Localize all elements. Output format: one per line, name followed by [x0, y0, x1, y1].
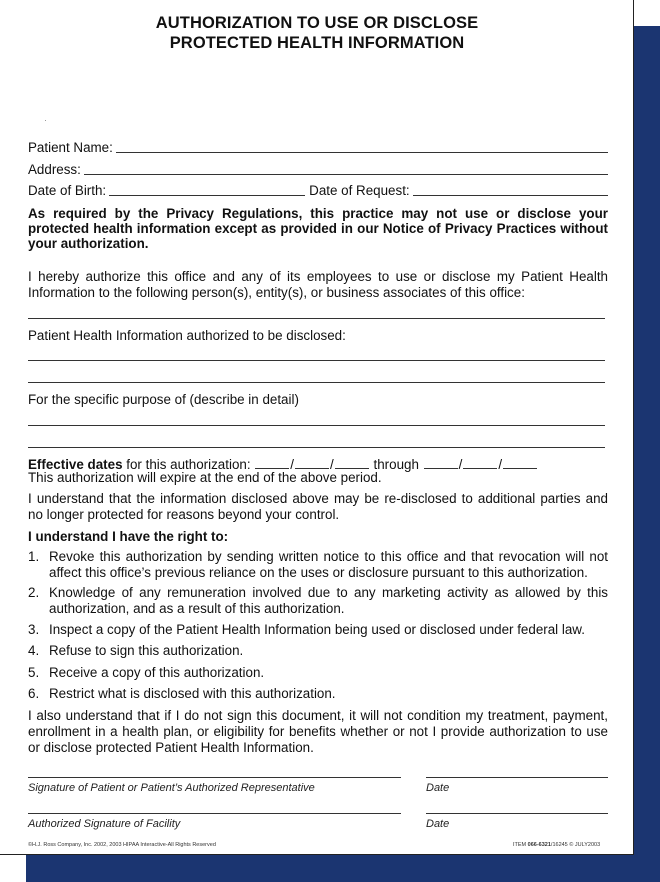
effective-dates-label: Effective dates: [28, 457, 123, 472]
patient-date-label: Date: [426, 782, 450, 794]
list-text: Inspect a copy of the Patient Health Information being used or disclosed under federal law.: [49, 622, 585, 637]
rights-list-item: [28, 549, 608, 581]
rights-list-item: [28, 643, 608, 659]
facility-signature-line[interactable]: [28, 813, 401, 814]
end-day-input[interactable]: [463, 467, 497, 469]
rights-list-item: [28, 585, 608, 617]
start-month-input[interactable]: [255, 467, 289, 469]
list-number: 2.: [28, 585, 40, 600]
phi-input-line-1[interactable]: [28, 360, 605, 361]
patient-name-input-line[interactable]: [116, 151, 608, 153]
phi-label: Patient Health Information authorized to be disclosed:: [28, 328, 346, 343]
form-title-line2: PROTECTED HEALTH INFORMATION: [169, 34, 465, 52]
start-year-input[interactable]: [335, 467, 369, 469]
list-number: 4.: [28, 643, 40, 658]
item-suffix: /16245 © JULY2003: [550, 842, 601, 848]
address-field[interactable]: [28, 162, 608, 178]
list-number: 3.: [28, 622, 40, 637]
date-separator: /: [330, 457, 334, 472]
condition-statement: I also understand that if I do not sign this document, it will not condition my treatment, payment, enrollment in a health plan, or eligibility for benefits whether or not I provide authorization to use or disclose protected Patient Health Information.: [28, 708, 608, 755]
date-separator: /: [290, 457, 295, 472]
purpose-input-line-2[interactable]: [28, 447, 605, 448]
facility-date-label: Date: [426, 818, 450, 830]
copyright-notice: ©H.J. Ross Company, Inc. 2002, 2003 HIPAA Interactive-All Rights Reserved: [28, 842, 216, 848]
patient-name-field[interactable]: [28, 140, 608, 156]
rights-heading: I understand I have the right to:: [28, 529, 229, 544]
item-number: [513, 842, 600, 848]
effective-dates-label-rest: for this authorization:: [122, 457, 251, 472]
patient-signature-line[interactable]: [28, 777, 401, 778]
date-separator: /: [458, 457, 463, 472]
address-label: Address:: [28, 162, 81, 177]
item-prefix: ITEM: [513, 842, 528, 848]
list-number: 5.: [28, 665, 40, 680]
item-code: 066-6321: [527, 842, 551, 848]
date-separator: /: [498, 457, 503, 472]
expire-note: This authorization will expire at the end of the above period.: [28, 470, 382, 485]
rights-list-item: [28, 686, 608, 702]
facility-signature-label: Authorized Signature of Facility: [28, 818, 181, 830]
phi-input-line-2[interactable]: [28, 382, 605, 383]
purpose-input-line-1[interactable]: [28, 425, 605, 426]
form-title-line1: AUTHORIZATION TO USE OR DISCLOSE: [155, 14, 479, 32]
patient-name-label: Patient Name:: [28, 140, 113, 155]
list-text: Restrict what is disclosed with this authorization.: [49, 686, 336, 701]
list-text: Revoke this authorization by sending written notice to this office and that revocation will not affect this office’s previous reliance on the uses or disclosure pursuant to this authorization.: [49, 549, 608, 580]
end-month-input[interactable]: [424, 467, 458, 469]
dob-label: Date of Birth:: [28, 183, 107, 198]
rights-list-item: [28, 622, 608, 638]
redisclose-statement: I understand that the information disclosed above may be re-disclosed to additional parties and no longer protected for reasons beyond your control.: [28, 491, 608, 522]
privacy-notice: As required by the Privacy Regulations, this practice may not use or disclose your protected health information except as provided in our Notice of Privacy Practices without your authorization.: [28, 206, 608, 251]
list-number: 1.: [28, 549, 40, 564]
date-of-request-label: Date of Request:: [309, 183, 410, 198]
recipient-input-line[interactable]: [28, 318, 605, 319]
purpose-label: For the specific purpose of (describe in detail): [28, 392, 299, 407]
facility-date-line[interactable]: [426, 813, 608, 814]
list-text: Refuse to sign this authorization.: [49, 643, 244, 658]
date-of-request-input-line[interactable]: [413, 194, 608, 196]
list-text: Knowledge of any remuneration involved due to any marketing activity as allowed by this authorization, and as a result of this authorization.: [49, 585, 608, 616]
address-input-line[interactable]: [84, 173, 608, 175]
patient-signature-label: Signature of Patient or Patient’s Authorized Representative: [28, 782, 315, 794]
start-day-input[interactable]: [295, 467, 329, 469]
rights-list-item: [28, 665, 608, 681]
through-label: through: [373, 457, 419, 472]
list-text: Receive a copy of this authorization.: [49, 665, 265, 680]
authorize-statement: I hereby authorize this office and any of its employees to use or disclose my Patient Health Information to the following person(s), entity(s), or business associates of this office:: [28, 269, 608, 300]
end-year-input[interactable]: [503, 467, 537, 469]
dates-row: [28, 183, 608, 199]
list-number: 6.: [28, 686, 40, 701]
dob-input-line[interactable]: [109, 194, 305, 196]
patient-date-line[interactable]: [426, 777, 608, 778]
speck: [45, 120, 46, 121]
